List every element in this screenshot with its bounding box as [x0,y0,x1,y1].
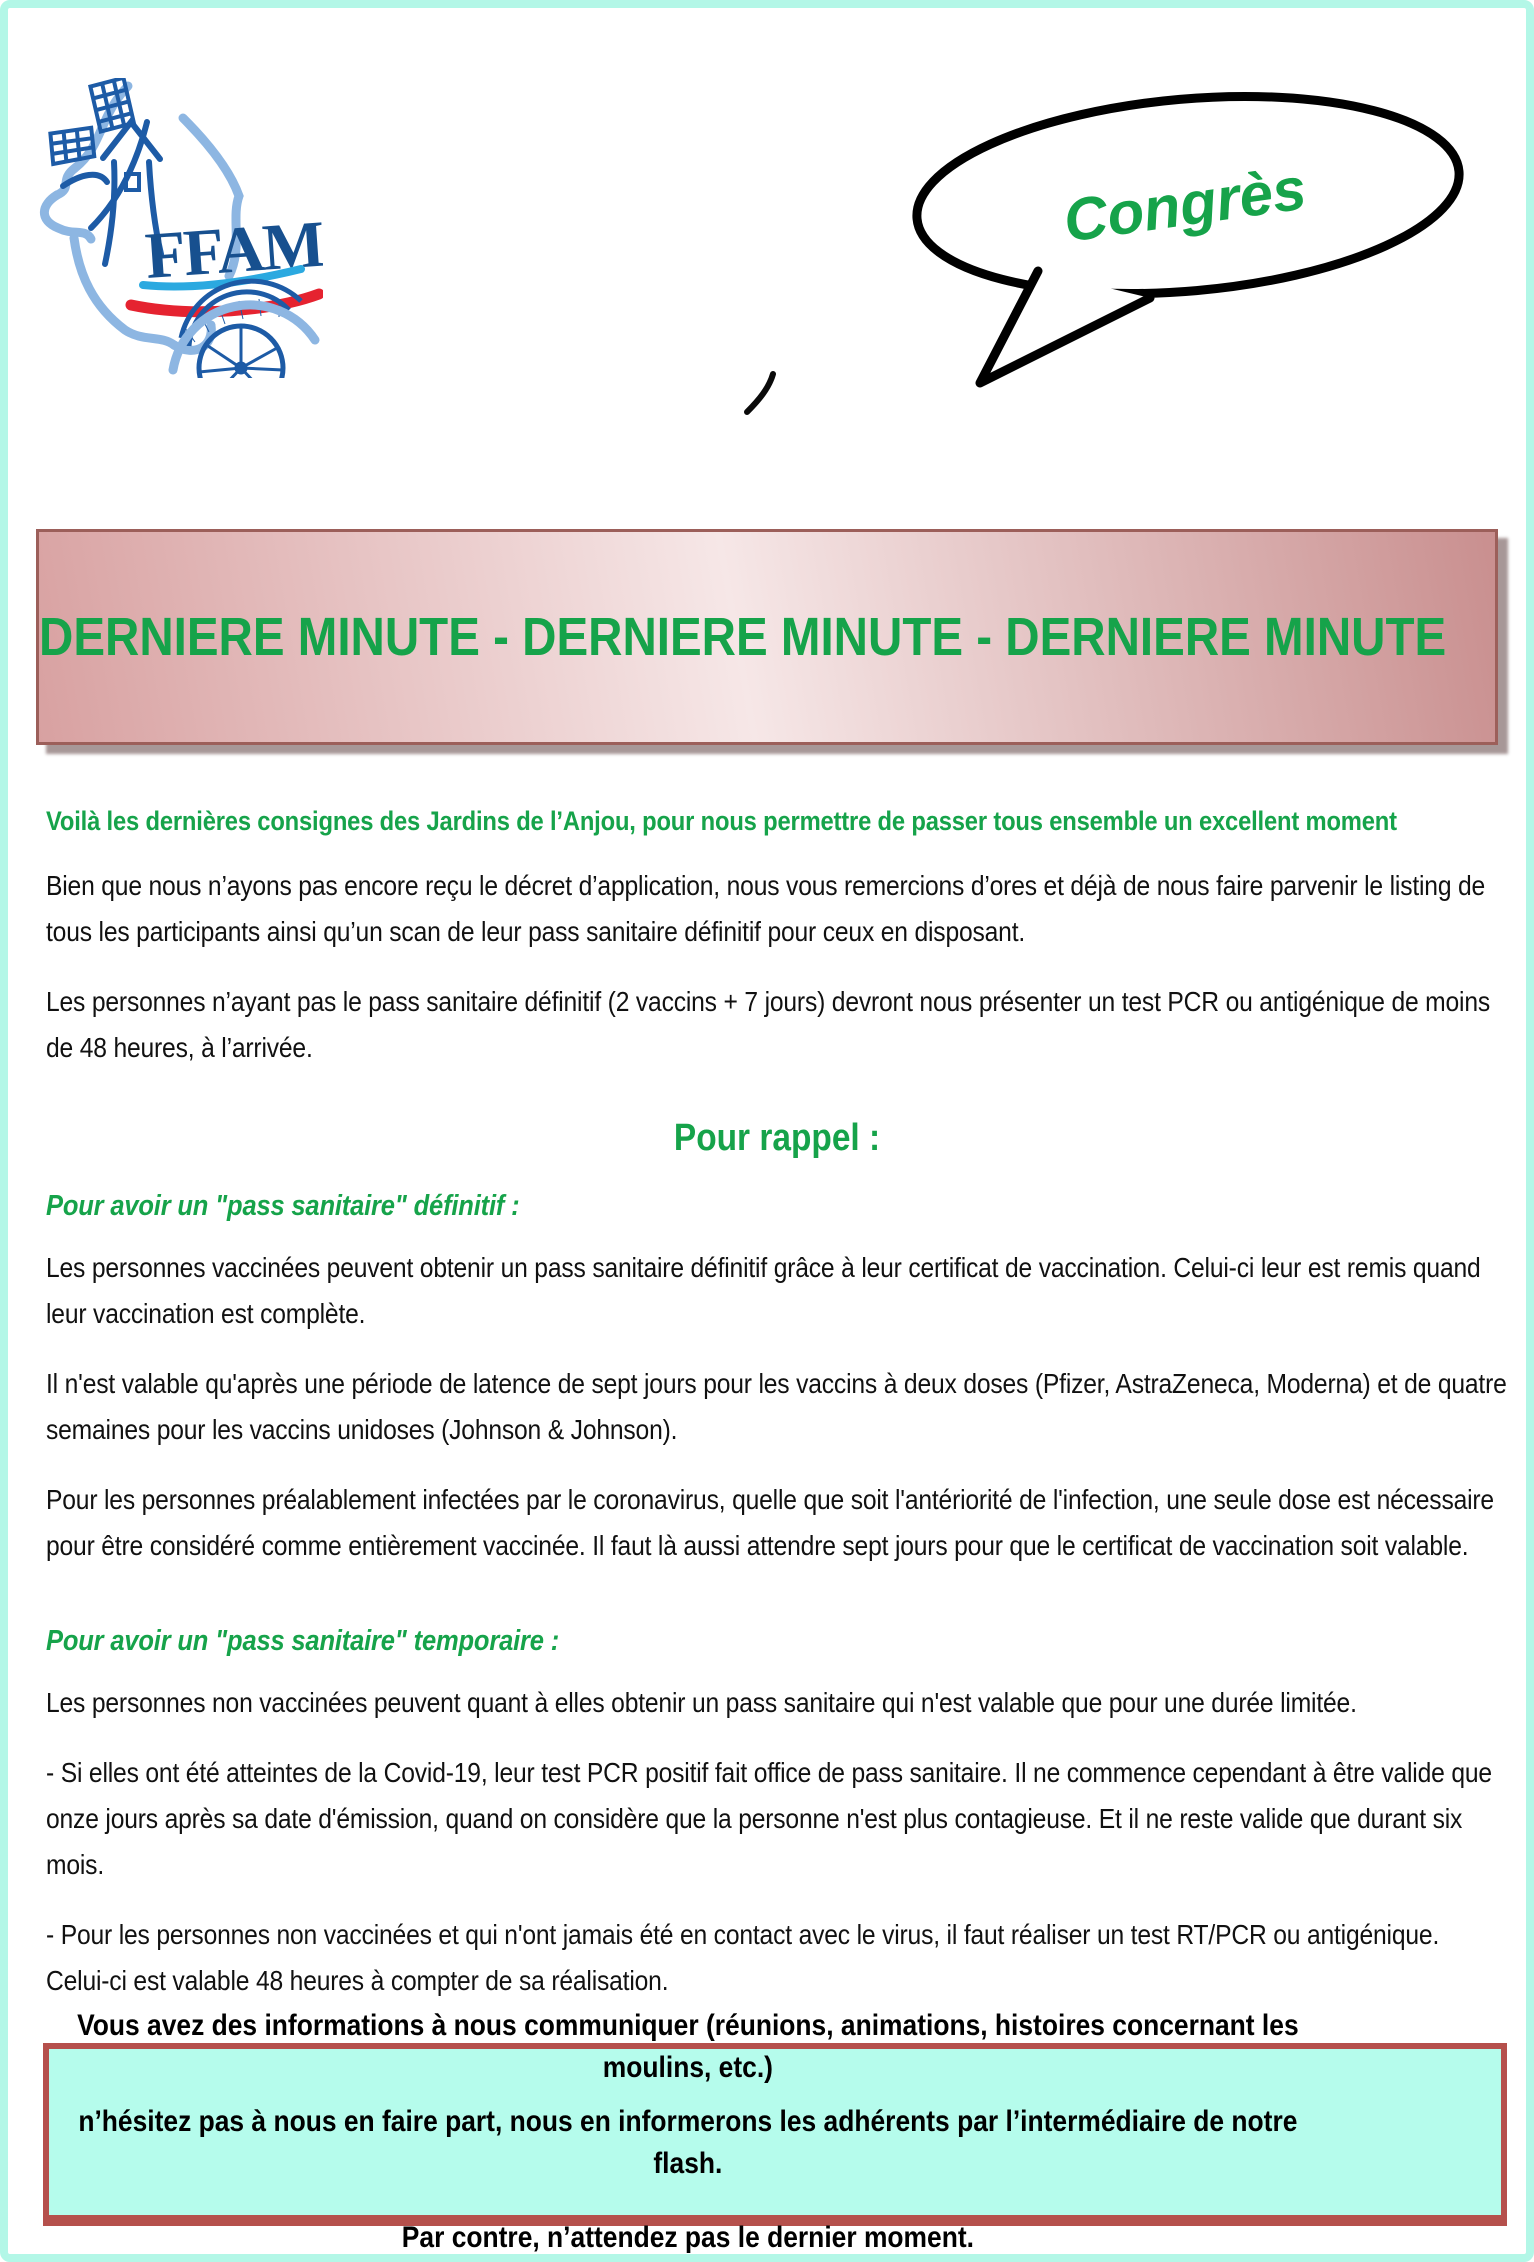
info-callout-box [43,2009,1507,2254]
pen-mark-icon [741,370,783,420]
lead-paragraph: Voilà les dernières consignes des Jardins de l’Anjou, pour nous permettre de passer tous ensemble un excellent moment [46,806,1397,836]
derniere-minute-banner [36,529,1498,745]
subhead-pass-definitif: Pour avoir un "pass sanitaire" définitif : [46,1190,520,1222]
water-wheel [173,281,315,378]
congres-label: Congrès [1059,154,1310,255]
speech-bubble [888,63,1488,393]
ffam-acronym: FFAM [142,207,323,293]
rappel-title: Pour rappel : [673,1117,881,1159]
section-paragraph: Pour les personnes préalablement infectées par le coronavirus, quelle que soit l'antériorité de l'infection, une seule dose est nécessaire pour être considéré comme entièrement vaccinée. Il faut là aussi attendre sept jours pour que le certificat de vaccination soit valable. [46,1484,1494,1561]
ffam-logo [33,78,323,378]
body-content [46,801,1508,2028]
section-paragraph: - Pour les personnes non vaccinées et qui n'ont jamais été en contact avec le virus, il faut réaliser un test RT/PCR ou antigénique. Celui-ci est valable 48 heures à compter de sa réalisation. [46,1919,1440,1996]
callout-line: n’hésitez pas à nous en faire part, nous en informerons les adhérents par l’intermédiaire de notre flash. [78,2105,1298,2180]
section-paragraph: Il n'est valable qu'après une période de latence de sept jours pour les vaccins à deux doses (Pfizer, AstraZeneca, Moderna) et de quatre semaines pour les vaccins unidoses (Johnson & Johnson). [46,1368,1507,1445]
callout-line: Par contre, n’attendez pas le dernier moment. [401,2221,974,2254]
intro-paragraph: Les personnes n’ayant pas le pass sanitaire définitif (2 vaccins + 7 jours) devront nous présenter un test PCR ou antigénique de moins de 48 heures, à l’arrivée. [46,986,1491,1063]
section-paragraph: Les personnes vaccinées peuvent obtenir un pass sanitaire définitif grâce à leur certificat de vaccination. Celui-ci leur est remis quand leur vaccination est complète. [46,1252,1481,1329]
section-paragraph: Les personnes non vaccinées peuvent quant à elles obtenir un pass sanitaire qui n'est valable que pour une durée limitée. [46,1687,1357,1718]
callout-line: Vous avez des informations à nous communiquer (réunions, animations, histoires concernant les moulins, etc.) [77,2009,1299,2084]
banner-title: DERNIERE MINUTE - DERNIERE MINUTE - DERNIERE MINUTE [39,607,1447,667]
speech-bubble-icon [888,63,1488,393]
section-paragraph: - Si elles ont été atteintes de la Covid-19, leur test PCR positif fait office de pass sanitaire. Il ne commence cependant à être valide que onze jours après sa date d'émission, quand on considère que la personne n'est plus contagieuse. Et il ne reste valide que durant six mois. [46,1757,1492,1880]
subhead-pass-temporaire: Pour avoir un "pass sanitaire" temporaire : [46,1625,560,1657]
windmill-map-icon [33,78,323,378]
intro-paragraph: Bien que nous n’ayons pas encore reçu le décret d’application, nous vous remercions d’ores et déjà de nous faire parvenir le listing de tous les participants ainsi qu’un scan de leur pass sanitaire définitif pour ceux en disposant. [46,870,1486,947]
